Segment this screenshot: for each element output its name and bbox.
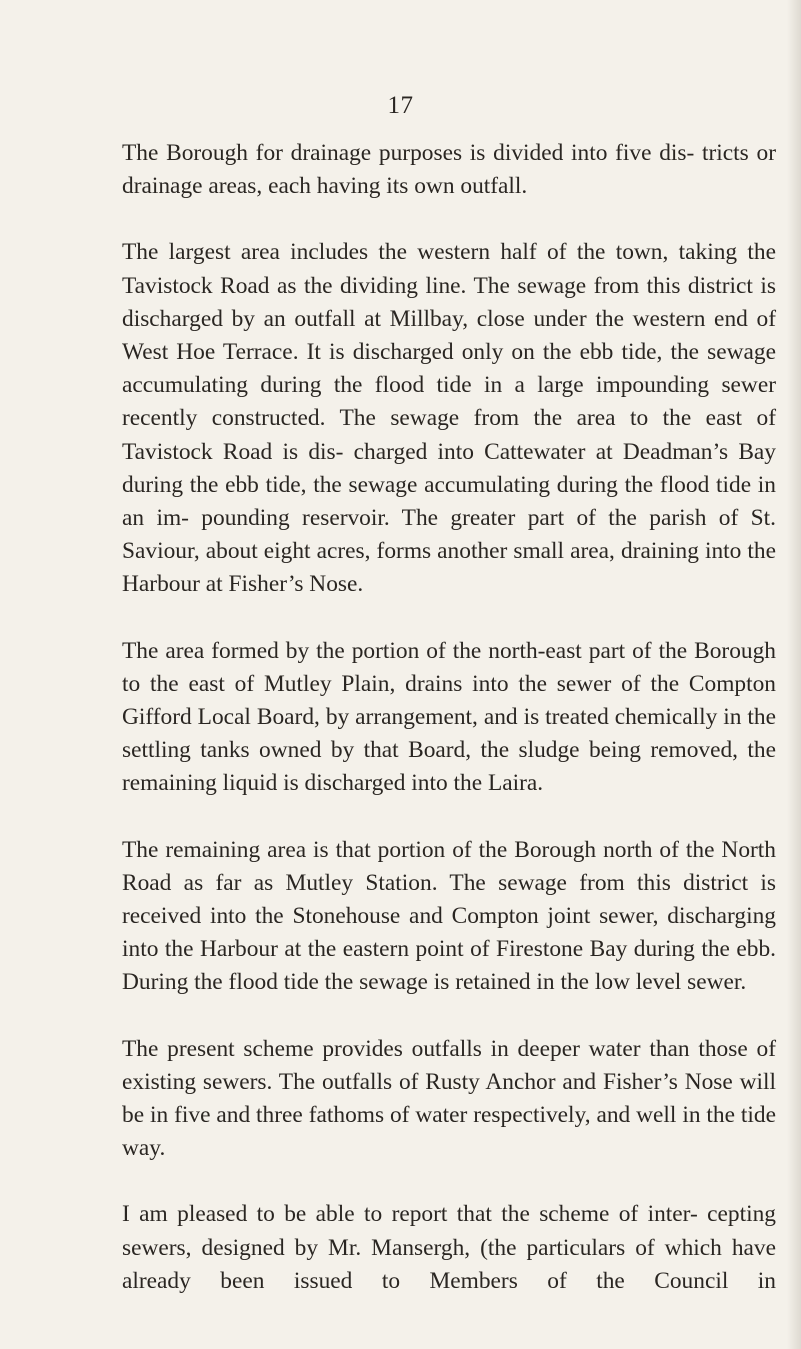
paragraph-intercepting-sewers: I am pleased to be able to report that the scheme of inter- cepting sewers, designed by Mr. Mansergh, (the particulars of which have already been issued to Members of the Council in (122, 1201, 776, 1294)
page-number: 17 (387, 92, 414, 119)
body-text (122, 137, 776, 1298)
paragraph-largest-area: The largest area includes the western half of the town, taking the Tavistock Road as the dividing line. The sewage from this district is discharged by an outfall at Millbay, close under the western end of West Hoe Terrace. It is discharged only on the ebb tide, the sewage accumulating during the flood tide in a large impounding sewer recently constructed. The sewage from the area to the east of Tavistock Road is dis- charged into Cattewater at Deadman’s Bay during the ebb tide, the sewage accumulating during the flood tide in an im- pounding reservoir. The greater part of the parish of St. Saviour, about eight acres, forms another small area, draining into the Harbour at Fisher’s Nose. (122, 239, 776, 598)
paragraph-remaining-area: The remaining area is that portion of the Borough north of the North Road as far as Mutley Station. The sewage from this district is received into the Stonehouse and Compton joint sewer, discharging into the Harbour at the eastern point of Firestone Bay during the ebb. During the flood tide the sewage is retained in the low level sewer. (122, 836, 776, 996)
paragraph-north-east-area: The area formed by the portion of the north-east part of the Borough to the east of Mutley Plain, drains into the sewer of the Compton Gifford Local Board, by arrangement, and is treated chemically in the settling tanks owned by that Board, the sludge being removed, the remaining liquid is discharged into the Laira. (122, 637, 776, 797)
page-edge-shadow (787, 0, 801, 1349)
paragraph-present-scheme: The present scheme provides outfalls in deeper water than those of existing sewers. The outfalls of Rusty Anchor and Fisher’s Nose will be in five and three fathoms of water respectively, and well in the tide way. (122, 1035, 776, 1162)
paragraph-drainage-districts: The Borough for drainage purposes is divided into five dis- tricts or drainage areas, each having its own outfall. (122, 140, 776, 200)
